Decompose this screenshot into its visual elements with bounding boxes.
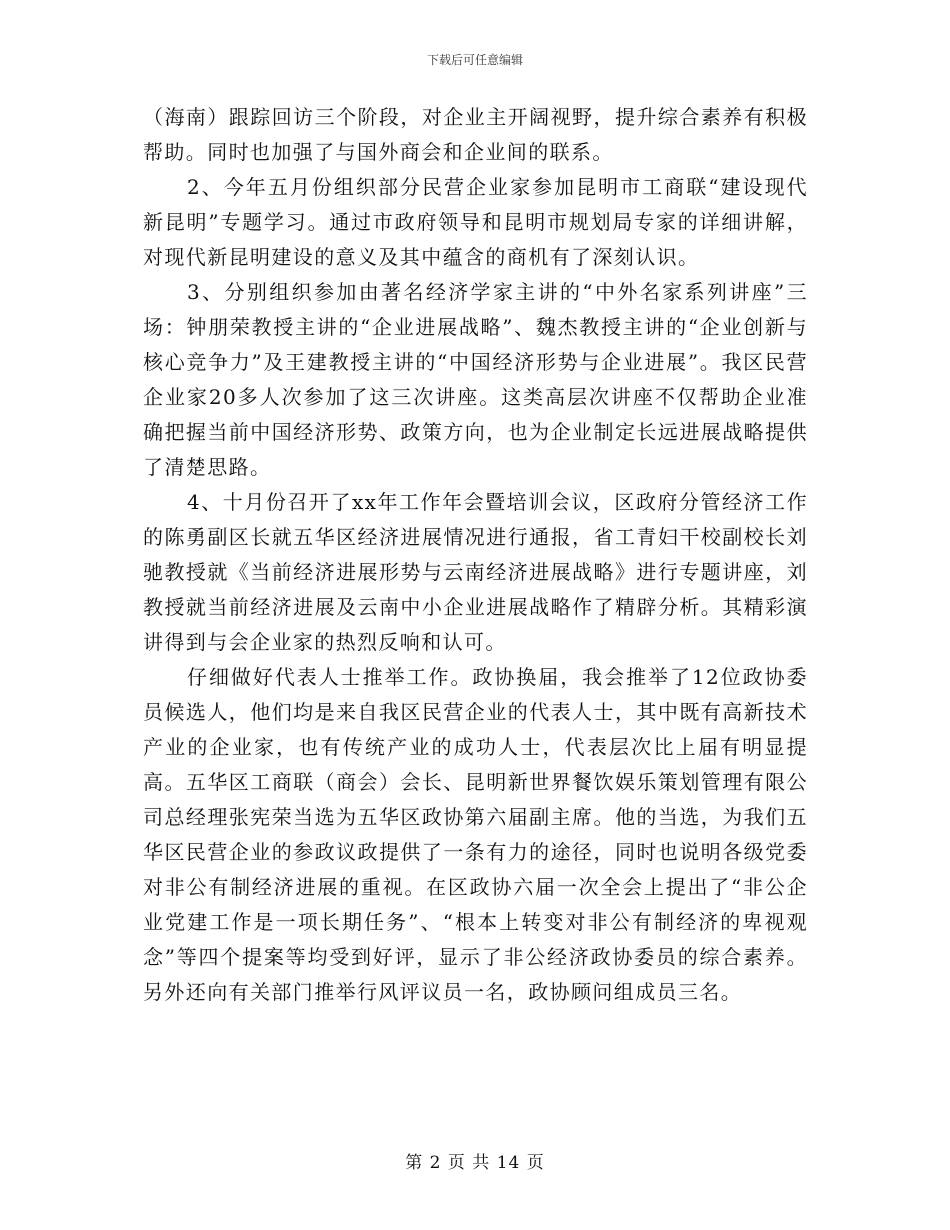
paragraph-representatives: 仔细做好代表人士推举工作。政协换届，我会推举了12位政协委员候选人，他们均是来自我区民营企业的代表人士，其中既有高新技术产业的企业家，也有传统产业的成功人士，代表层次比上届有明显提高。五华区工商联（商会）会长、昆明新世界餐饮娱乐策划管理有限公司总经理张宪荣当选为五华区政协第六届副主席。他的当选，为我们五华区民营企业的参政议政提供了一条有力的途径，同时也说明各级党委对非公有制经济进展的重视。在区政协六届一次全会上提出了“非公企业党建工作是一项长期任务”、“根本上转变对非公有制经济的卑视观念”等四个提案等均受到好评，显示了非公经济政协委员的综合素养。另外还向有关部门推举行风评议员一名，政协顾问组成员三名。	[143, 665, 808, 1004]
paragraph-item-2: 2、今年五月份组织部分民营企业家参加昆明市工商联“建设现代新昆明”专题学习。通过市政府领导和昆明市规划局专家的详细讲解，对现代新昆明建设的意义及其中蕴含的商机有了深刻认识。	[143, 175, 808, 269]
paragraph-item-4: 4、十月份召开了xx年工作年会暨培训会议，区政府分管经济工作的陈勇副区长就五华区经济进展情况进行通报，省工青妇干校副校长刘驰教授就《当前经济进展形势与云南经济进展战略》进行专题讲座，刘教授就当前经济进展及云南中小企业进展战略作了精辟分析。其精彩演讲得到与会企业家的热烈反响和认可。	[143, 490, 808, 654]
paragraph-item-3: 3、分别组织参加由著名经济学家主讲的“中外名家系列讲座”三场：钟朋荣教授主讲的“企业进展战略”、魏杰教授主讲的“企业创新与核心竞争力”及王建教授主讲的“中国经济形势与企业进展”。我区民营企业家20多人次参加了这三次讲座。这类高层次讲座不仅帮助企业准确把握当前中国经济形势、政策方向，也为企业制定长远进展战略提供了清楚思路。	[143, 280, 808, 479]
page-number-footer: 第 2 页 共 14 页	[405, 1153, 545, 1173]
paragraph-continuation: （海南）跟踪回访三个阶段，对企业主开阔视野，提升综合素养有积极帮助。同时也加强了与国外商会和企业间的联系。	[143, 105, 808, 164]
page-header: 下载后可任意编辑	[426, 53, 523, 67]
document-body	[143, 100, 808, 1010]
